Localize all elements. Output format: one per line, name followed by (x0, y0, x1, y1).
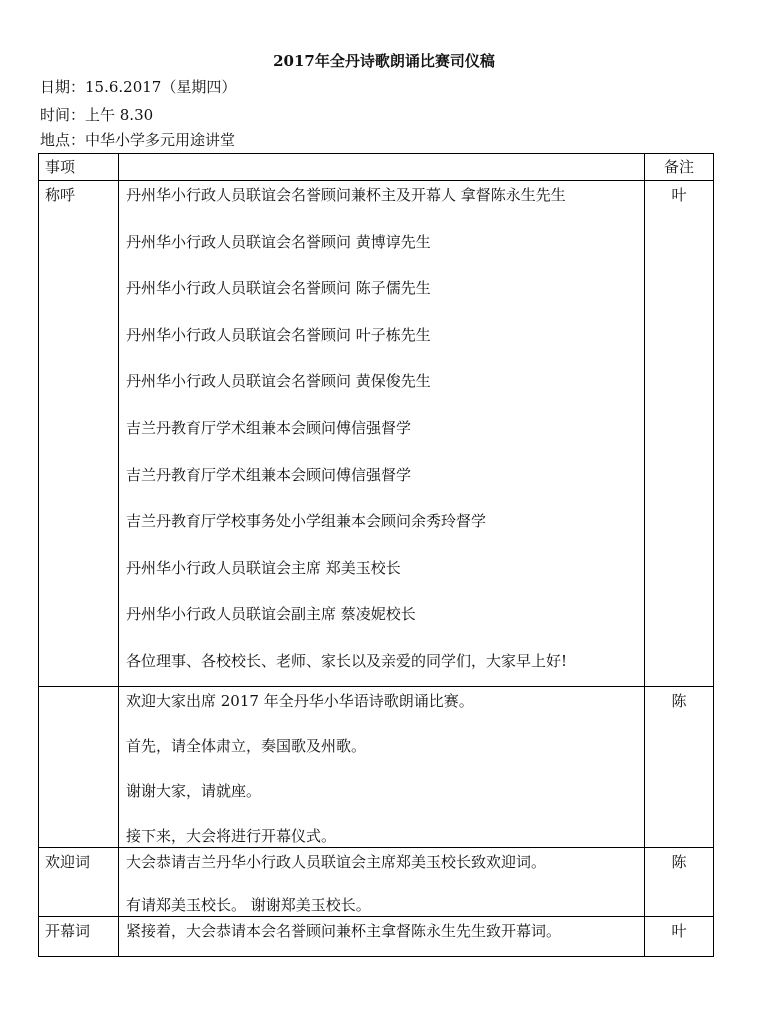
row-content (119, 686, 645, 847)
content-line: 接下来，大会将进行开幕仪式。 (126, 826, 337, 845)
content-line: 大会恭请吉兰丹华小行政人员联谊会主席郑美玉校长致欢迎词。 (126, 852, 547, 871)
content-line: 欢迎大家出席 2017 年全丹华小华语诗歌朗诵比赛。 (126, 691, 474, 710)
content-line: 吉兰丹教育厅学校事务处小学组兼本会顾问余秀玲督学 (126, 512, 487, 531)
content-line: 丹州华小行政人员联谊会主席 郑美玉校长 (126, 558, 401, 577)
content-line: 丹州华小行政人员联谊会副主席 蔡凌妮校长 (126, 605, 416, 624)
content-line: 丹州华小行政人员联谊会名誉顾问 黄保俊先生 (126, 372, 431, 391)
row-content (119, 847, 645, 916)
document-title: 2017年全丹诗歌朗诵比赛司仪稿 (273, 52, 495, 70)
content-line: 丹州华小行政人员联谊会名誉顾问兼杯主及开幕人 拿督陈永生先生 (126, 186, 566, 204)
row-label: 欢迎词 (39, 847, 119, 916)
table-row (39, 181, 714, 687)
program-table (38, 153, 714, 957)
row-note: 叶 (645, 181, 714, 687)
row-note: 陈 (645, 686, 714, 847)
row-label: 开幕词 (39, 916, 119, 956)
table-header-row (39, 154, 714, 181)
content-line: 各位理事、各校校长、老师、家长以及亲爱的同学们，大家早上好! (126, 651, 568, 670)
row-label (39, 686, 119, 847)
content-line: 吉兰丹教育厅学术组兼本会顾问傅信强督学 (126, 418, 412, 437)
row-content (119, 181, 645, 687)
row-note: 叶 (645, 916, 714, 956)
header-note: 备注 (645, 154, 714, 181)
row-note: 陈 (645, 847, 714, 916)
time-line: 时间：上午 8.30 (40, 106, 154, 124)
venue-line: 地点：中华小学多元用途讲堂 (40, 131, 236, 149)
table-row (39, 916, 714, 956)
content-line: 吉兰丹教育厅学术组兼本会顾问傅信强督学 (126, 465, 412, 484)
header-content (119, 154, 645, 181)
content-line: 首先，请全体肃立，奏国歌及州歌。 (126, 736, 367, 755)
content-line: 谢谢大家，请就座。 (126, 781, 262, 800)
content-line: 有请郑美玉校长。 谢谢郑美玉校长。 (126, 895, 371, 914)
content-line: 丹州华小行政人员联谊会名誉顾问 陈子儒先生 (126, 279, 431, 298)
row-content (119, 916, 645, 956)
date-line: 日期：15.6.2017（星期四） (40, 78, 237, 96)
content-line: 紧接着，大会恭请本会名誉顾问兼杯主拿督陈永生先生致开幕词。 (126, 921, 562, 940)
header-item: 事项 (39, 154, 119, 181)
content-line: 丹州华小行政人员联谊会名誉顾问 叶子栋先生 (126, 325, 431, 344)
table-row (39, 686, 714, 847)
table-row (39, 847, 714, 916)
content-line: 丹州华小行政人员联谊会名誉顾问 黄博谆先生 (126, 232, 431, 251)
row-label: 称呼 (39, 181, 119, 687)
